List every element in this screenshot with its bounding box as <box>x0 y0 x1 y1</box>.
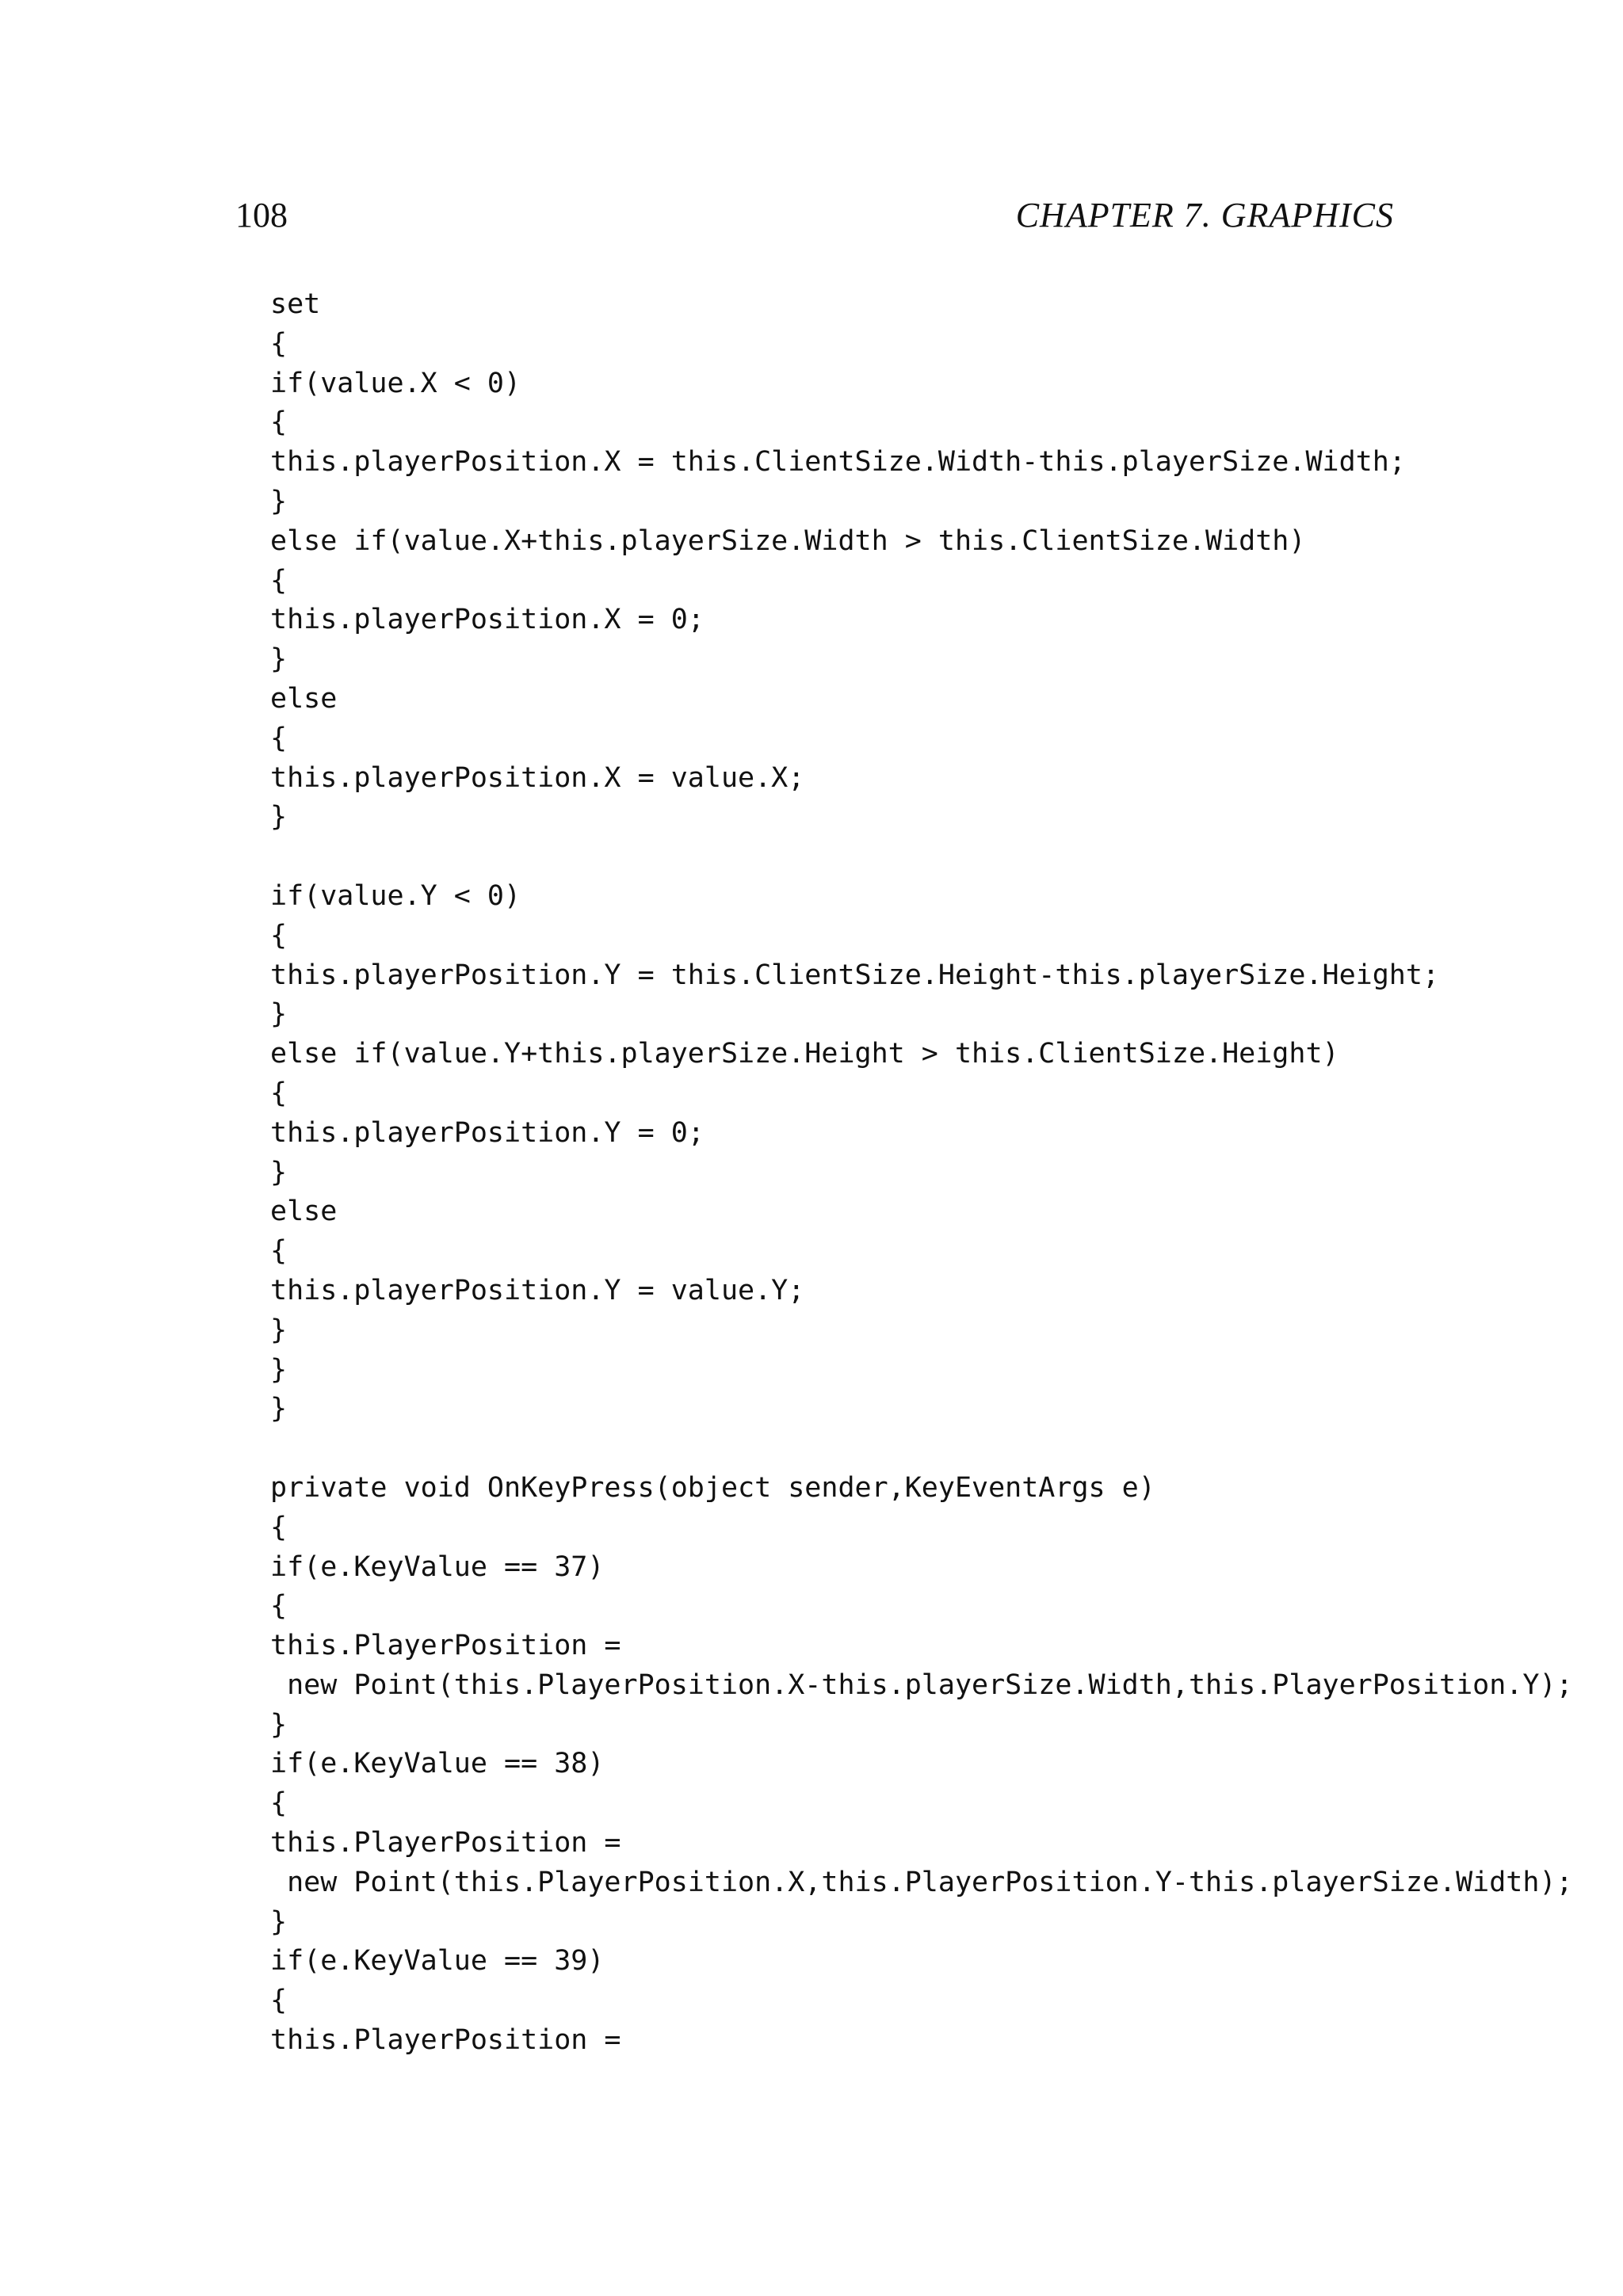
code-line: this.playerPosition.Y = 0; <box>270 1116 705 1149</box>
code-line: if(value.Y < 0) <box>270 879 521 912</box>
code-line: { <box>270 1590 288 1623</box>
code-line: set <box>270 288 321 320</box>
code-line: } <box>270 1353 288 1386</box>
code-line: else <box>270 1196 338 1228</box>
code-line: } <box>270 801 288 833</box>
code-line: { <box>270 919 288 952</box>
code-line: this.PlayerPosition = <box>270 1630 621 1662</box>
code-line: } <box>270 998 288 1031</box>
page-number: 108 <box>235 196 288 235</box>
code-line: this.PlayerPosition = <box>270 2024 621 2057</box>
chapter-title: CHAPTER 7. GRAPHICS <box>1015 196 1394 235</box>
code-line: else if(value.X+this.playerSize.Width > this.ClientSize.Width) <box>270 524 1306 557</box>
code-line: { <box>270 1077 288 1109</box>
code-line: this.playerPosition.Y = this.ClientSize.Height-this.playerSize.Height; <box>270 959 1440 991</box>
code-line: else <box>270 682 338 715</box>
code-line: } <box>270 485 288 517</box>
code-line: else if(value.Y+this.playerSize.Height > this.ClientSize.Height) <box>270 1038 1339 1070</box>
code-line: } <box>270 1708 288 1741</box>
code-line: { <box>270 564 288 597</box>
code-line: } <box>270 643 288 676</box>
code-line: } <box>270 1314 288 1346</box>
code-line: if(e.KeyValue == 39) <box>270 1945 605 1978</box>
code-line: { <box>270 1511 288 1543</box>
code-line: if(e.KeyValue == 38) <box>270 1748 605 1780</box>
code-line: if(e.KeyValue == 37) <box>270 1550 605 1583</box>
code-line: new Point(this.PlayerPosition.X-this.playerSize.Width,this.PlayerPosition.Y); <box>270 1669 1573 1701</box>
code-line: new Point(this.PlayerPosition.X,this.PlayerPosition.Y-this.playerSize.Width); <box>270 1866 1573 1898</box>
code-line <box>270 837 1573 877</box>
code-line: { <box>270 327 288 360</box>
code-line: } <box>270 1905 288 1938</box>
code-line: this.playerPosition.X = 0; <box>270 604 705 636</box>
code-line: } <box>270 1156 288 1188</box>
running-head <box>235 195 1394 242</box>
code-line: if(value.X < 0) <box>270 367 521 399</box>
code-line: { <box>270 722 288 754</box>
code-line: this.playerPosition.Y = value.Y; <box>270 1274 805 1306</box>
code-line: this.playerPosition.X = this.ClientSize.Width-this.playerSize.Width; <box>270 446 1406 479</box>
code-line: { <box>270 406 288 439</box>
code-line: this.playerPosition.X = value.X; <box>270 761 805 794</box>
code-line: { <box>270 1235 288 1268</box>
code-line: private void OnKeyPress(object sender,KeyEventArgs e) <box>270 1471 1155 1504</box>
code-line: { <box>270 1985 288 2017</box>
code-line: { <box>270 1787 288 1820</box>
code-listing <box>270 285 1573 2061</box>
code-line: } <box>270 1393 288 1425</box>
code-line <box>270 1429 1573 1469</box>
code-line: this.PlayerPosition = <box>270 1827 621 1859</box>
